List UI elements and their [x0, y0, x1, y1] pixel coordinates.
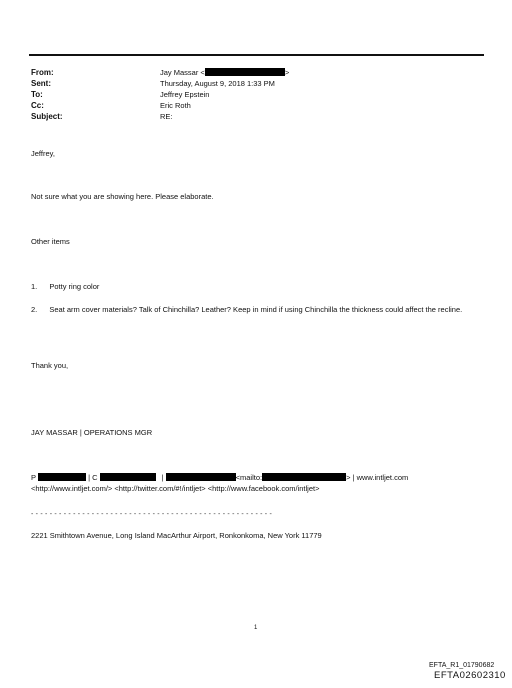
subject-value: RE:	[160, 112, 173, 121]
to-label: To:	[31, 90, 43, 99]
address: 2221 Smithtown Avenue, Long Island MacArthur Airport, Ronkonkoma, New York 11779	[31, 531, 322, 540]
redaction-block	[100, 473, 156, 481]
page-number: 1	[254, 625, 258, 631]
from-label: From:	[31, 68, 54, 77]
cc-label: Cc:	[31, 101, 44, 110]
social-links[interactable]: <http://www.intljet.com/> <http://twitter.com/#!/intljet> <http://www.facebook.com/intljet>	[31, 484, 320, 493]
to-value: Jeffrey Epstein	[160, 90, 210, 99]
cc-value: Eric Roth	[160, 101, 191, 110]
from-name: Jay Massar <	[160, 68, 205, 77]
bates-number-2: EFTA02602310	[434, 670, 506, 681]
phone-prefix: P	[31, 473, 37, 482]
body-line-2: Other items	[31, 237, 70, 246]
contact-line	[31, 473, 408, 483]
item-number: 2.	[31, 305, 38, 314]
mailto-prefix: <mailto:	[235, 473, 263, 482]
bates-number-1: EFTA_R1_01790682	[429, 662, 495, 669]
signature-name: JAY MASSAR | OPERATIONS MGR	[31, 428, 153, 437]
header-divider	[29, 54, 484, 56]
redaction-block	[205, 68, 285, 76]
redaction-block	[38, 473, 86, 481]
from-close: >	[284, 68, 290, 77]
dashed-divider: - - - - - - - - - - - - - - - - - - - - - - - - - - - - - - - - - - - - - - - - - - - - - - - - - - - -	[31, 511, 273, 518]
from-value	[160, 68, 289, 78]
closing: Thank you,	[31, 361, 69, 370]
cell-prefix: | C	[88, 473, 98, 482]
sent-label: Sent:	[31, 79, 51, 88]
sent-value: Thursday, August 9, 2018 1:33 PM	[160, 79, 275, 88]
website-link[interactable]: > | www.intljet.com	[346, 473, 409, 482]
list-item	[31, 305, 481, 315]
redaction-block	[262, 473, 346, 481]
item-text: Seat arm cover materials? Talk of Chinchilla? Leather? Keep in mind if using Chinchilla the thickness could affect the recline.	[49, 305, 463, 314]
item-text: Potty ring color	[49, 282, 100, 291]
greeting: Jeffrey,	[31, 149, 55, 158]
list-item	[31, 282, 99, 292]
redaction-block	[166, 473, 236, 481]
item-number: 1.	[31, 282, 38, 291]
subject-label: Subject:	[31, 112, 63, 121]
separator: |	[161, 473, 164, 482]
body-line-1: Not sure what you are showing here. Please elaborate.	[31, 192, 214, 201]
